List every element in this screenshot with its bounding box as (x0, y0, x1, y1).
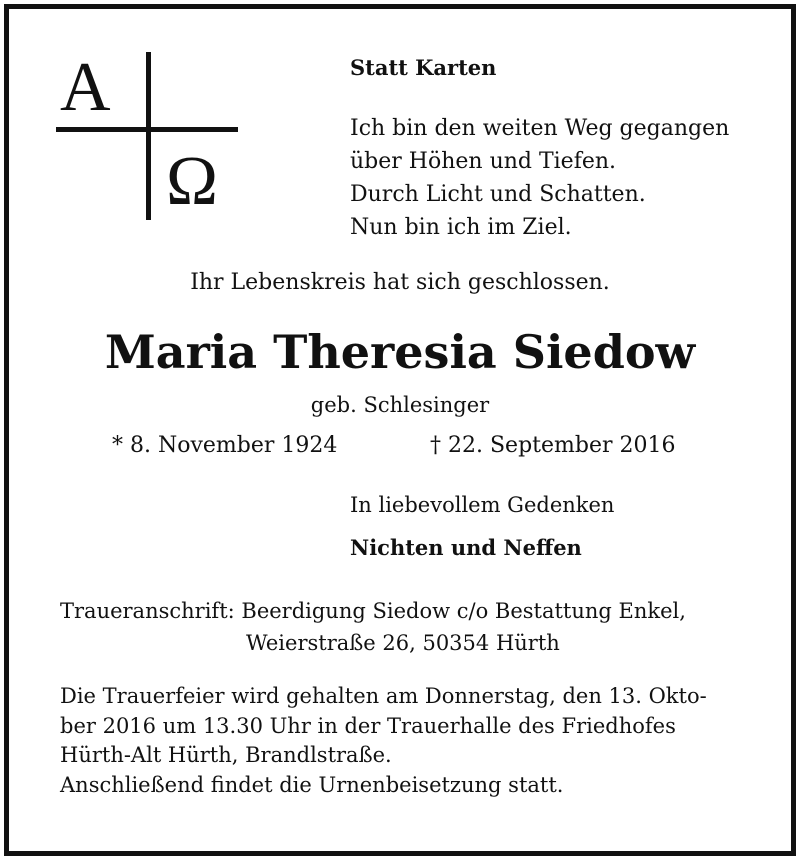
poem-line: Nun bin ich im Ziel. (350, 215, 572, 240)
alpha-omega-cross-symbol (56, 49, 240, 222)
poem (350, 112, 729, 244)
ceremony-line: Die Trauerfeier wird gehalten am Donnerstag, den 13. Okto- (60, 684, 707, 708)
alpha-letter: A (60, 49, 111, 126)
omega-letter: Ω (166, 143, 219, 220)
intro-text: Ihr Lebenskreis hat sich geschlossen. (190, 270, 610, 295)
mourners-names: Nichten und Neffen (350, 535, 582, 560)
death-date: † 22. September 2016 (430, 433, 676, 458)
address-line: Weierstraße 26, 50354 Hürth (246, 631, 560, 655)
heading-statt-karten: Statt Karten (350, 55, 497, 80)
maiden-name: geb. Schlesinger (310, 393, 490, 417)
ceremony-line: ber 2016 um 13.30 Uhr in der Trauerhalle des Friedhofes (60, 713, 676, 738)
cross-horizontal-bar (56, 127, 238, 132)
birth-date: * 8. November 1924 (112, 433, 338, 458)
ceremony-text (60, 682, 707, 800)
cross-vertical-bar (146, 52, 151, 220)
address-line: Traueranschrift: Beerdigung Siedow c/o Bestattung Enkel, (60, 599, 686, 623)
ceremony-line: Hürth-Alt Hürth, Brandlstraße. (60, 743, 392, 767)
poem-line: Ich bin den weiten Weg gegangen (350, 116, 730, 141)
mourning-line: In liebevollem Gedenken (350, 493, 615, 517)
poem-line: über Höhen und Tiefen. (350, 149, 617, 174)
ceremony-line: Anschließend findet die Urnenbeisetzung statt. (60, 772, 564, 797)
poem-line: Durch Licht und Schatten. (350, 182, 646, 207)
deceased-name: Maria Theresia Siedow (104, 325, 696, 379)
